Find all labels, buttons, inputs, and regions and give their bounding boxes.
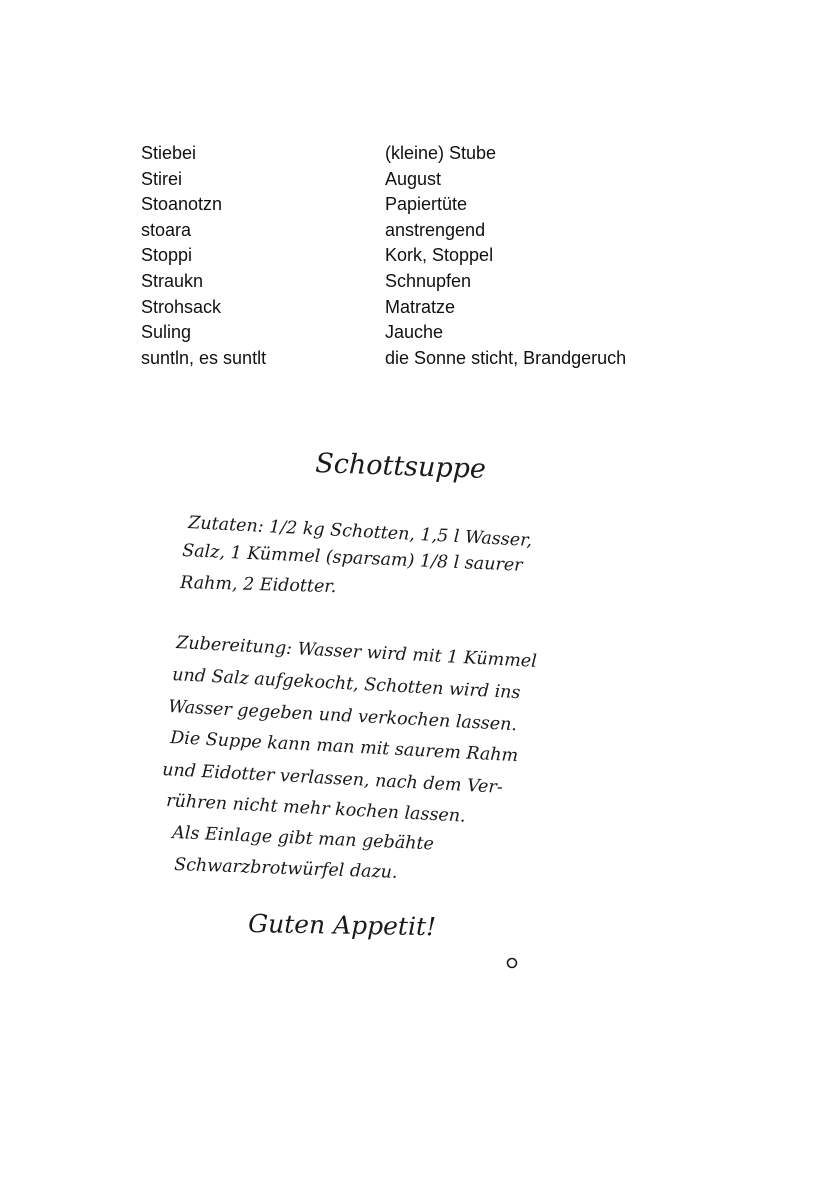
glossary-row: [141, 346, 741, 372]
glossary-term: Straukn: [141, 270, 204, 291]
glossary-meaning: Kork, Stoppel: [385, 245, 494, 266]
recipe-line: Salz, 1 Kümmel (sparsam) 1/8 l saurer: [181, 541, 523, 576]
glossary-row: [141, 167, 741, 193]
recipe-line: und Salz aufgekocht, Schotten wird ins: [171, 665, 521, 704]
recipe-closing: Guten Appetit!: [247, 909, 437, 942]
recipe-line: Rahm, 2 Eidotter.: [179, 573, 337, 598]
glossary-list: [141, 141, 741, 371]
glossary-row: [141, 192, 741, 218]
handwritten-recipe: [160, 440, 700, 980]
glossary-row: [141, 218, 741, 244]
glossary-row: [141, 243, 741, 269]
glossary-meaning: (kleine) Stube: [385, 143, 497, 163]
glossary-row: [141, 295, 741, 321]
glossary-meaning: Jauche: [385, 322, 444, 343]
glossary-meaning: die Sonne sticht, Brandgeruch: [385, 347, 627, 368]
glossary-meaning: anstrengend: [385, 219, 486, 240]
glossary-meaning: August: [385, 168, 442, 189]
glossary-term: Stoppi: [141, 245, 193, 266]
glossary-term: Stirei: [141, 168, 183, 189]
glossary-term: Stoanotzn: [141, 194, 223, 215]
recipe-title: Schottsuppe: [314, 448, 487, 485]
recipe-line: und Eidotter verlassen, nach dem Ver-: [161, 760, 504, 798]
recipe-line: rühren nicht mehr kochen lassen.: [165, 791, 467, 827]
glossary-row: [141, 269, 741, 295]
recipe-line: Schwarzbrotwürfel dazu.: [173, 855, 398, 883]
closing-dot-mark: [508, 959, 517, 968]
glossary-term: Stiebei: [141, 143, 197, 163]
recipe-line: Wasser gegeben und verkochen lassen.: [167, 697, 518, 736]
glossary-row: [141, 320, 741, 346]
glossary-meaning: Papiertüte: [385, 194, 468, 215]
glossary-term: stoara: [141, 219, 192, 240]
glossary-term: Suling: [141, 322, 192, 343]
glossary-term: suntln, es suntlt: [141, 347, 267, 368]
recipe-line: Die Suppe kann man mit saurem Rahm: [169, 728, 519, 767]
glossary-term: Strohsack: [141, 296, 222, 317]
recipe-line: Als Einlage gibt man gebähte: [171, 823, 435, 855]
glossary-meaning: Schnupfen: [385, 270, 472, 291]
glossary-meaning: Matratze: [385, 296, 456, 317]
glossary-row: [141, 141, 741, 167]
recipe-line: Zutaten: 1/2 kg Schotten, 1,5 l Wasser,: [187, 513, 533, 552]
recipe-line: Zubereitung: Wasser wird mit 1 Kümmel: [175, 633, 538, 672]
handwritten-recipe-svg: [160, 440, 700, 980]
